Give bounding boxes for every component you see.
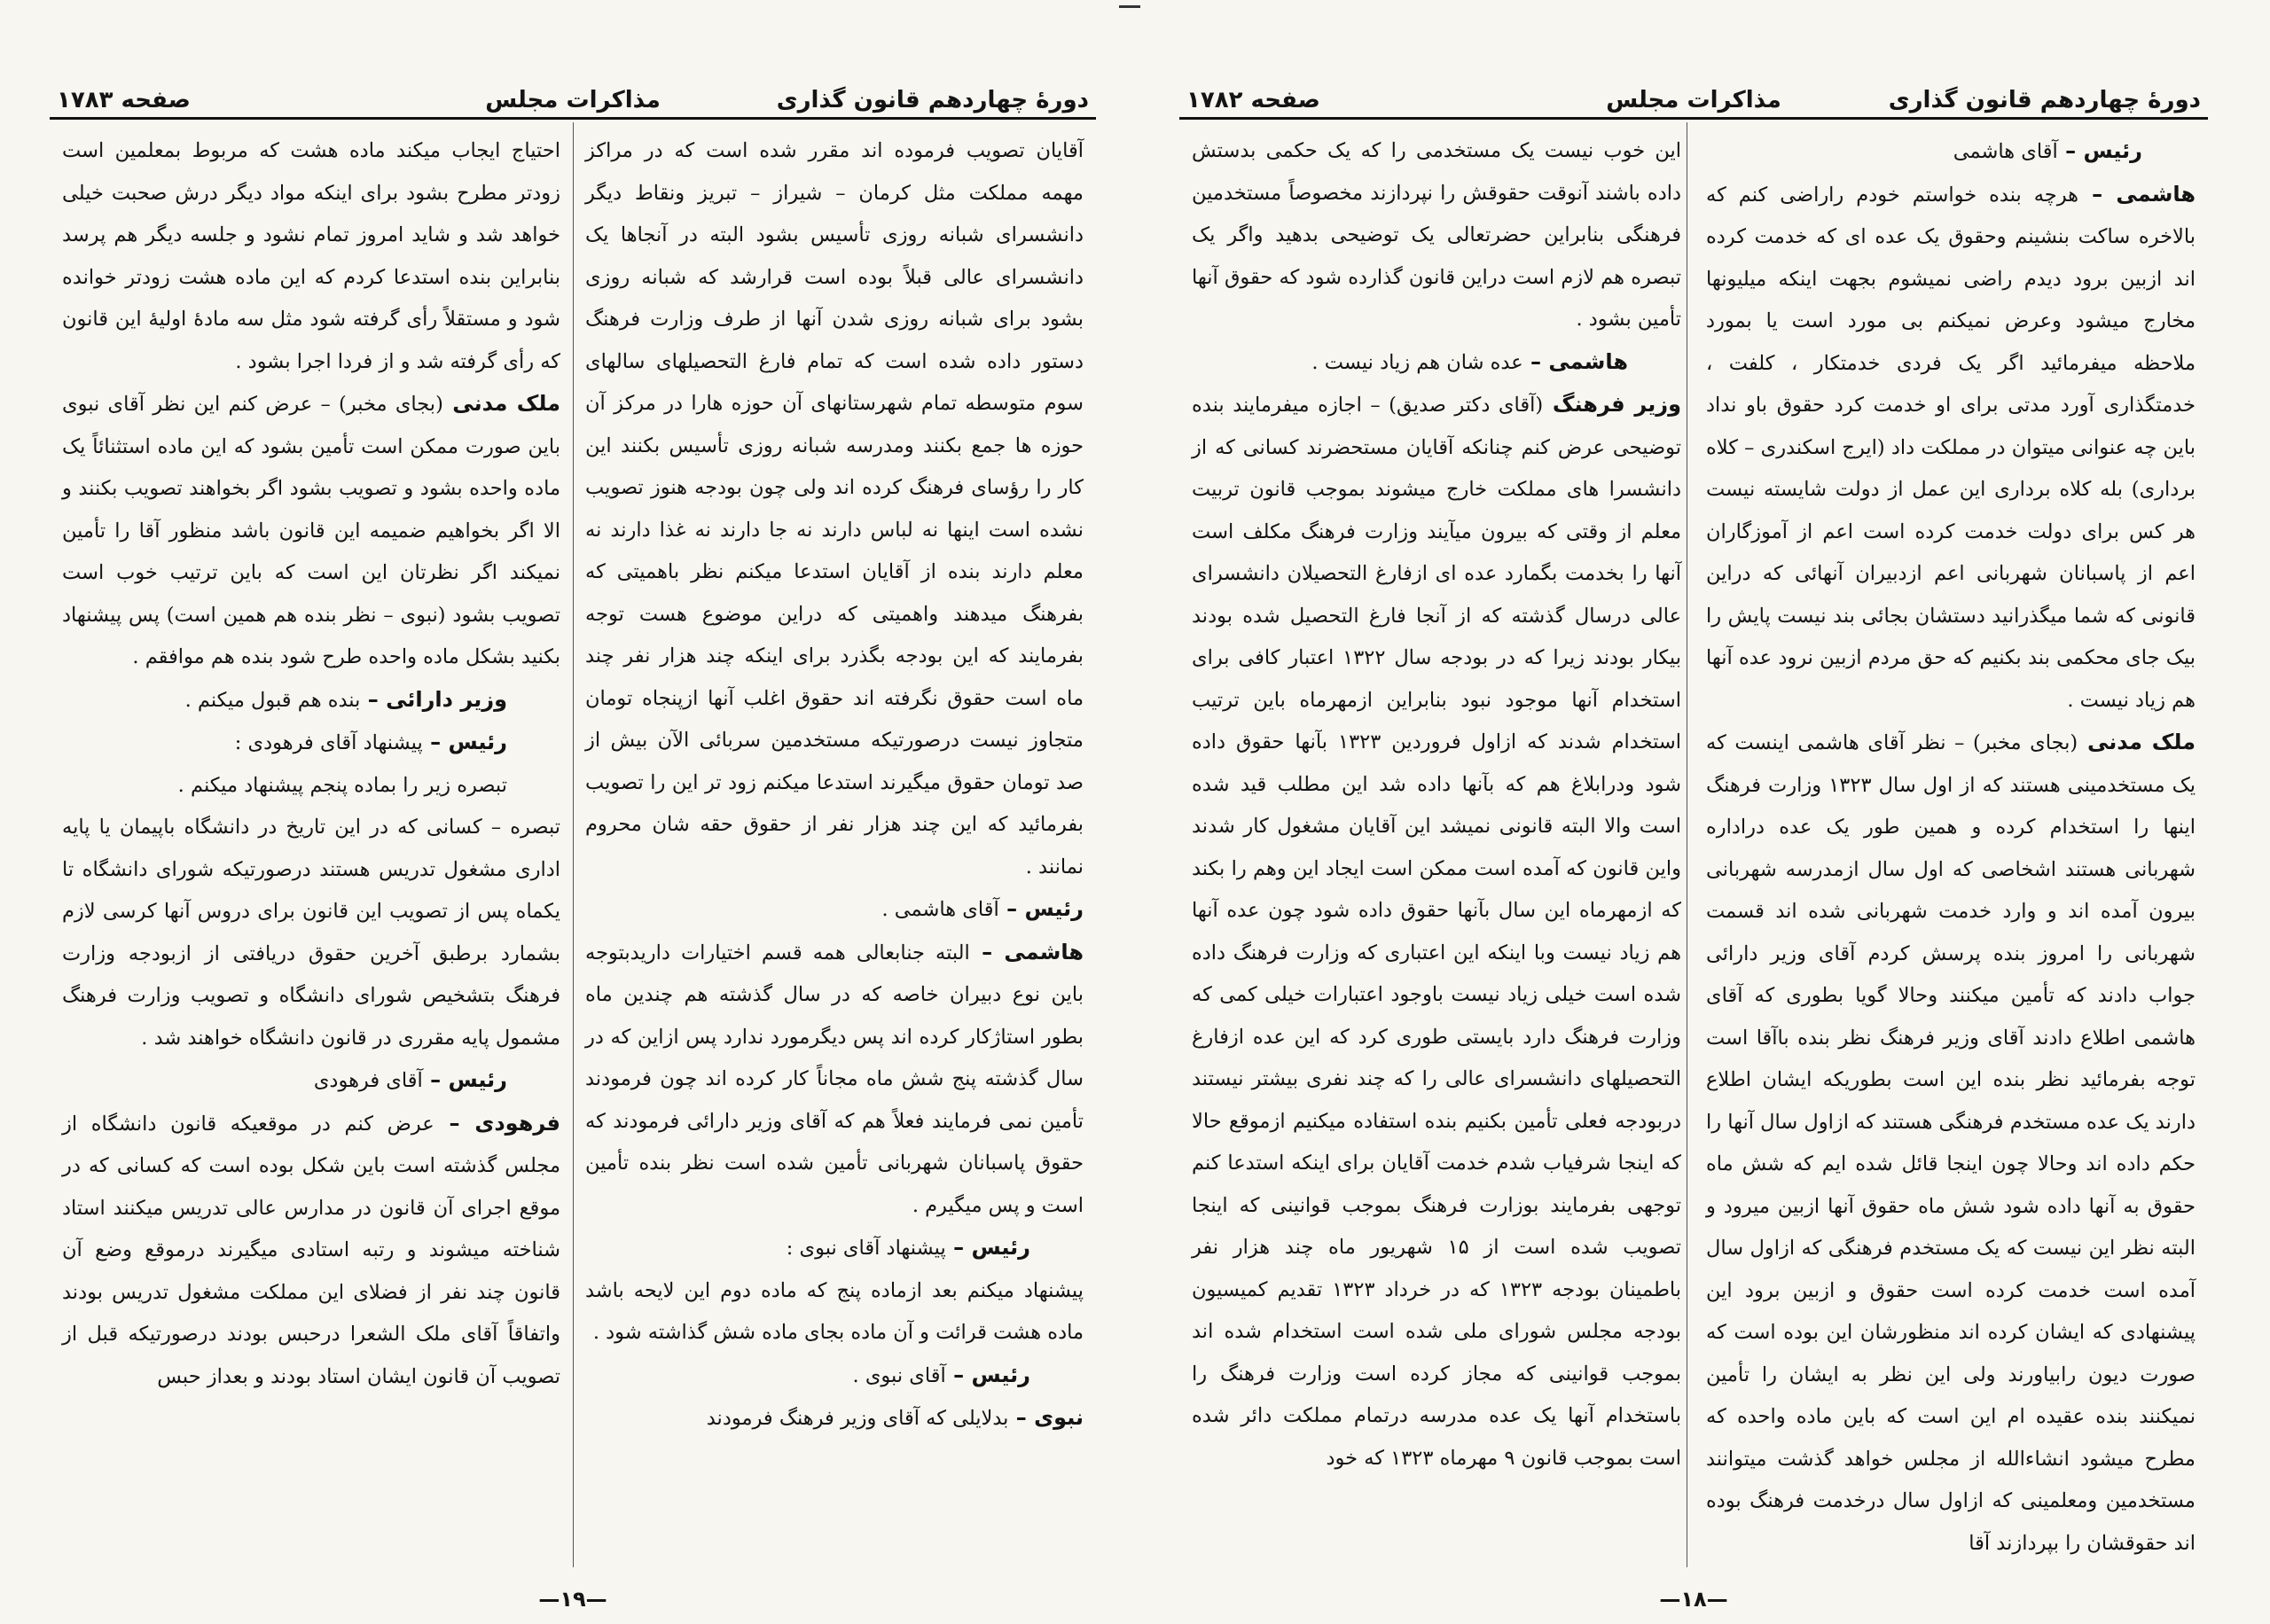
paragraph-text: این خوب نیست یک مستخدمی را که یک حکمی بدستش داده باشند آنوقت حقوقش را نپردازند مخصوصاً مستخدمین فرهنگی بنابراین حضرتعالی یک توضیحی بدهید واگر یک تبصره هم لازم است دراین قانون گذارده شود که حقوق آنها تأمین بشود . — [1192, 139, 1681, 331]
paragraph-text: (بجای مخبر) – عرض کنم این نظر آقای نبوی باین صورت ممکن است تأمین بشود که این ماده استثنائاً یک ماده واحده بشود و تصویب بشود اگر بخواهند تصویب بکنند و الا اگر بخواهیم ضمیمه این قانون باشد منظور آقا را تأمین نمیکند اگر نظرتان این است که باین ترتیب خوب است تصویب بشود (نبوی – نظر بنده هم همین است) پس پیشنهاد بکنید بشکل ماده واحده طرح شود بنده هم موافقم . — [62, 393, 560, 668]
folio: —۱۹— — [538, 1587, 607, 1612]
session-title: دورهٔ چهاردهم قانون گذاری — [776, 87, 1089, 113]
speaker-name: رئیس – — [998, 896, 1084, 921]
columns — [1179, 130, 2208, 1555]
speaker-name: ملک مدنی — [442, 391, 561, 416]
text-paragraph — [62, 765, 560, 808]
paragraph-text: احتیاج ایجاب میکند ماده هشت که مربوط بمعلمین است زودتر مطرح بشود برای اینکه مواد دیگر درش صحبت خیلی خواهد شد و شاید امروز تمام نشود و جلسه دیگر هم پرسد بنابراین بنده استدعا کردم که این ماده هشت زودتر خوانده شود و مستقلاً رأی گرفته شود مثل سه مادهٔ اولیهٔ این قانون که رأی گرفته شد و از فردا اجرا بشود . — [62, 139, 560, 373]
speaker-name: رئیس – — [945, 1235, 1030, 1260]
speaker-name: رئیس – — [422, 1067, 507, 1092]
paragraph-text: آقای فرهودی — [313, 1069, 423, 1092]
speaker-name: فرهودی – — [434, 1110, 560, 1136]
speaker-paragraph — [1192, 384, 1681, 1480]
right-page — [1179, 69, 2208, 1612]
text-paragraph — [62, 807, 560, 1059]
top-crop-mark — [1119, 5, 1140, 8]
paragraph-text: عرض کنم در موقعیکه قانون دانشگاه از مجلس گذشته است باین شکل بوده است که کسانی که در موقع اجرای آن قانون در مدارس عالی تدریس میکنند استاد شناخته میشوند و رتبه استادی میگیرند درموقع وضع آن قانون چند نفر از فضلای این مملکت مشغول تدریس بودند واتفاقاً آقای ملک الشعرا درحبس بودند درصورتیکه قبل از تصویب آن قانون ایشان استاد بودند و بعداز حبس — [62, 1112, 560, 1388]
paragraph-text: تبصره زیر را بماده پنجم پیشنهاد میکنم . — [177, 773, 507, 797]
paragraph-text: بدلایلی که آقای وزیر فرهنگ فرمودند — [706, 1407, 1009, 1430]
journal-title: مذاکرات مجلس — [485, 87, 661, 113]
speaker-name: رئیس – — [422, 730, 507, 754]
speaker-name: وزیر دارائی – — [360, 686, 507, 712]
speaker-paragraph — [62, 1059, 560, 1103]
paragraph-text: عده شان هم زیاد نیست . — [1311, 350, 1523, 374]
text-paragraph — [585, 130, 1084, 888]
speaker-paragraph — [585, 932, 1084, 1228]
paragraph-text: (بجای مخبر) – نظر آقای هاشمی اینست که یک مستخدمینی هستند که از اول سال ۱۳۲۳ وزارت فرهنگ اینها را استخدام کرده و همین طور یک عده دراداره شهربانی هستند اشخاصی که اول سال ازمدرسه شهربانی بیرون آمده اند و وارد خدمت شهربانی شده اند قسمت شهربانی را امروز بنده پرسش کردم آقای وزیر دارائی جواب دادند که تأمین میکنند وحالا گویا بطوری که آقای هاشمی اطلاع دادند آقای وزیر فرهنگ نظر بنده باآقا است توجه بفرمائید نظر بنده این است بطوریکه ایشان اطلاع دارند یک عده مستخدم فرهنگی هستند که ازاول سال آنها را حکم داده اند وحالا چون اینجا قائل شده ایم که شش ماه حقوق به آنها داده شود شش ماه حقوق آنها ازبین میرود و البته نظر این نیست که یک مستخدم فرهنگی که ازاول سال آمده است خدمت کرده است حقوق و ازبین برود این پیشنهادی که ایشان کرده اند منظورشان این بوده است که صورت دیون رابیاورند ولی این نظر به ایشان را تأمین نمیکنند بنده عقیده ام این است که باین ماده واحده که مطرح میشود انشاءالله از مجلس خواهد گذشت میتوانند مستخدمین ومعلمینی که ازاول سال درخدمت فرهنگ بوده اند حقوقشان را بپردازند آقا — [1706, 731, 2196, 1555]
paragraph-text: آقای نبوی . — [852, 1363, 946, 1387]
paragraph-text: آقای هاشمی — [1953, 140, 2058, 163]
running-head-right-page — [1179, 69, 2208, 120]
speaker-name: هاشمی – — [2078, 181, 2196, 207]
paragraph-text: پیشنهاد آقای فرهودی : — [234, 731, 423, 754]
session-title: دورهٔ چهاردهم قانون گذاری — [1888, 87, 2201, 113]
column-left — [1179, 130, 1694, 1540]
page-number-label: صفحه ۱۷۸۳ — [57, 87, 191, 113]
speaker-paragraph — [585, 888, 1084, 932]
column-right — [1694, 130, 2208, 1555]
speaker-name: ملک مدنی — [2078, 730, 2196, 754]
journal-title: مذاکرات مجلس — [1606, 87, 1781, 113]
speaker-paragraph — [1706, 722, 2196, 1565]
speaker-paragraph — [1192, 341, 1681, 385]
left-page — [50, 69, 1096, 1612]
paragraph-text: پیشنهاد آقای نبوی : — [786, 1237, 946, 1260]
speaker-paragraph — [1706, 130, 2196, 174]
paragraph-text: بنده هم قبول میکنم . — [184, 688, 361, 712]
speaker-name: هاشمی – — [969, 939, 1084, 964]
speaker-paragraph — [62, 722, 560, 765]
speaker-paragraph — [62, 1103, 560, 1399]
text-paragraph — [1192, 130, 1681, 341]
paragraph-text: هرچه بنده خواستم خودم راراضی کنم که بالاخره ساکت بنشینم وحقوق یک عده ای که خدمت کرده اند ازبین برود دیدم راضی نمیشوم بجهت اینکه میلیونها مخارج میشود وعرض نمیکنم بی مورد است یا بمورد ملاحظه میفرمائید اگر یک فردی خدمتکار ، کلفت ، خدمتگذاری آورد مدتی برای او خدمت کرد حقوق باو نداد باین چه عنوانی میتوان در مملکت داد (ایرج اسکندری – کلاه برداری) بله کلاه برداری این عمل از دولت شایسته نیست هر کس برای دولت خدمت کرده است اعم از آموزگاران اعم از پاسبانان شهربانی اعم ازدبیران آنهائی که دراین قانونی که شما میگذرانید دستشان بجائی بند نیست پایش را بیک جای محکمی بند بکنیم که حق مردم ازبین نرود عده آنها هم زیاد نیست . — [1706, 183, 2196, 712]
speaker-paragraph — [62, 383, 560, 679]
paragraph-text: پیشنهاد میکنم بعد ازماده پنج که ماده دوم این لایحه باشد ماده هشت قرائت و آن ماده بجای ماده شش گذاشته شود . — [585, 1278, 1084, 1344]
paragraph-text: البته جنابعالی همه قسم اختیارات داریدبتوجه باین نوع دبیران خاصه که در سال گذشته هم چندین ماه بطور استاژکار کرده اند پس دیگرمورد ندارد پس ازاین که در سال گذشته پنج شش ماه مجاناً کار کرده اند چون فرمودند تأمین نمی فرمایند فعلاً هم که آقای وزیر دارائی فرمودند که حقوق پاسبانان شهربانی تأمین شده است نظر بنده تأمین است و پس میگیرم . — [585, 941, 1084, 1217]
speaker-name: هاشمی – — [1522, 348, 1628, 374]
speaker-paragraph — [585, 1355, 1084, 1398]
speaker-paragraph — [585, 1397, 1084, 1441]
paragraph-text: آقایان تصویب فرموده اند مقرر شده است که در مراکز مهمه مملکت مثل کرمان – شیراز – تبریز ونقاط دیگر دانشسرای شبانه روزی تأسیس بشود البته در آنجاها یک دانشسرای عالی قبلاً بوده است قرارشد که شبانه روزی بشود برای شبانه روزی شدن آنها از طرف وزارت فرهنگ دستور داده شده است که تمام فارغ التحصیلهای سالهای سوم متوسطه تمام شهرستانهای آن حوزه هارا در مرکز آن حوزه ها جمع بکنند ومدرسه شبانه روزی تأسیس بکنند این کار را رؤسای فرهنگ کرده اند ولی چون بودجه هنوز تصویب نشده است اینها نه لباس دارند نه جا دارند نه غذا دارند نه معلم دارند بنده از آقایان استدعا میکنم نظر باهمیتی که بفرهنگ میدهند واهمیتی که دراین موضوع هست توجه بفرمایند که این بودجه بگذرد برای اینکه چند هزار نفر چند ماه است حقوق نگرفته اند حقوق اغلب آنها ازپنجاه تومان متجاوز نیست درصورتیکه مستخدمین سربائی الآن بیش از صد تومان حقوق میگیرند استدعا میکنم زود تر این را تصویب بفرمائید که این چند هزار نفر از حقوق حقه شان محروم نمانند . — [585, 139, 1084, 878]
speaker-paragraph — [62, 679, 560, 722]
column-divider — [573, 122, 574, 1567]
text-paragraph — [62, 130, 560, 383]
speaker-name: وزیر فرهنگ — [1543, 392, 1682, 417]
column-right — [573, 130, 1096, 1540]
paragraph-text: تبصره – کسانی که در این تاریخ در دانشگاه باپیمان یا پایه اداری مشغول تدریس هستند درصورتیکه شورای دانشگاه تا یکماه پس از تصویب این قانون برای دروس آنها کرسی لازم بشمارد برطبق آخرین حقوق دریافتی از ازبودجه وزارت فرهنگ بتشخیص شورای دانشگاه و تصویب وزارت فرهنگ مشمول پایه مقرری در قانون دانشگاه خواهند شد . — [62, 816, 560, 1050]
speaker-paragraph — [585, 1227, 1084, 1270]
paragraph-text: (آقای دکتر صدیق) – اجازه میفرمایند بنده توضیحی عرض کنم چنانکه آقایان مستحضرند کسانی که از دانشسرا های مملکت خارج میشوند بموجب قانون تربیت معلم از وقتی که بیرون میآیند وزارت فرهنگ مکلف است آنها را بخدمت بگمارد عده ای ازفارغ التحصیلان دانشسرای عالی درسال گذشته که از آنجا فارغ التحصیل شده بودند بیکار بودند زیرا که در بودجه سال ۱۳۲۲ اعتبار کافی برای استخدام آنها موجود نبود بنابراین ازمهرماه باین ترتیب استخدام شدند که ازاول فروردین ۱۳۲۳ بآنها حقوق داده شود ودرابلاغ هم که بآنها داده شد این مطلب قید شده است والا البته قانونی نمیشد این آقایان مشغول کار شدند واین قانون که آمده است ممکن است ایجاد این وهم را بکند که ازمهرماه این سال بآنها حقوق داده شود چون عده آنها هم زیاد نیست وبا اینکه این اعتباری که وزارت فرهنگ داده شده است خیلی زیاد نیست باوجود اعتبارات خیلی کمی که وزارت فرهنگ دارد بایستی طوری کرد که این عده ازفارغ التحصیلهای دانشسرای عالی را که چند نفری بیشتر نیستند دربودجه فعلی تأمین بکنیم بنده استفاده میکنیم ازموقع حالا که اینجا شرفیاب شدم خدمت آقایان برای اینکه استدعا کنم توجهی بفرمایند بوزارت فرهنگ بموجب قوانینی که اینجا تصویب شده است از ۱۵ شهریور ماه چند هزار نفر باطمینان بودجه ۱۳۲۳ که در خرداد ۱۳۲۳ تقدیم کمیسیون بودجه مجلس شورای ملی شده است استخدام شده اند بموجب قوانینی که مجاز کرده است وزارت فرهنگ را باستخدام آنها یک عده مدرسه درتمام مملکت دائر شده است بموجب قانون ۹ مهرماه ۱۳۲۳ که خود — [1192, 394, 1682, 1470]
speaker-name: نبوی – — [1008, 1405, 1084, 1430]
speaker-name: رئیس – — [2057, 138, 2142, 163]
speaker-name: رئیس – — [945, 1362, 1030, 1387]
column-left — [50, 130, 573, 1540]
running-head-left-page — [50, 69, 1096, 120]
text-paragraph — [585, 1270, 1084, 1355]
page-number-label: صفحه ۱۷۸۲ — [1186, 87, 1320, 113]
paragraph-text: آقای هاشمی . — [881, 898, 999, 921]
speaker-paragraph — [1706, 174, 2196, 722]
folio: —۱۸— — [1659, 1587, 1728, 1612]
